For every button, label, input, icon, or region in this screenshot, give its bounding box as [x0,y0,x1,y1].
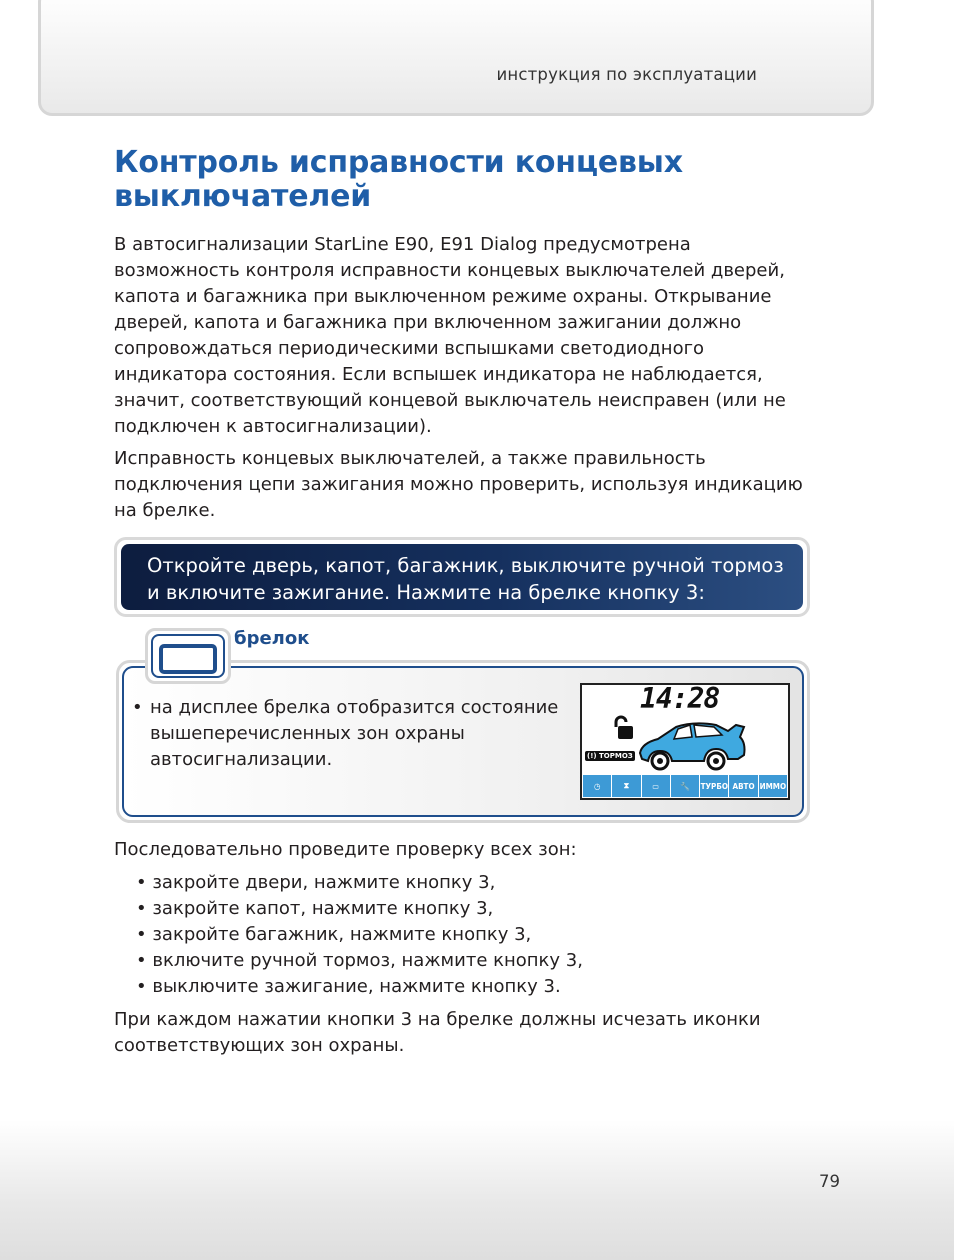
unlocked-padlock-icon [612,715,634,741]
fob-tab [145,628,231,684]
clock-icon: ◷ [583,775,611,797]
list-item: • закройте багажник, нажмите кнопку 3, [136,922,583,948]
fob-label: брелок [234,628,310,649]
page-title: Контроль исправности концевых выключателей [114,145,683,214]
display-clock: 14:28 [640,682,720,715]
hourglass-icon: ⧗ [612,775,640,797]
section-title: инструкция по эксплуатации [496,65,757,84]
header-frame [38,0,874,116]
list-item: • закройте двери, нажмите кнопку 3, [136,870,583,896]
check-paragraph: Исправность концевых выключателей, а также правильность подключения цепи зажигания можно проверить, используя индикацию на брелке. [114,448,803,521]
instruction-box [114,537,810,617]
steps-intro: Последовательно проведите проверку всех зон: [114,839,577,860]
turbo-icon: ТУРБО [700,775,728,797]
list-item: • включите ручной тормоз, нажмите кнопку 3, [136,948,583,974]
closing-paragraph: При каждом нажатии кнопки 3 на брелке должны исчезать иконки соответствующих зон охраны. [114,1009,761,1056]
fob-bullet [132,695,562,773]
page-number: 79 [819,1172,840,1191]
steps-list [136,870,583,1000]
fob-bullet-text: на дисплее брелка отобразится состояние вышеперечисленных зон охраны автосигнализации. [150,697,559,770]
list-item: • выключите зажигание, нажмите кнопку 3. [136,974,583,1000]
battery-icon: ▭ [642,775,670,797]
intro-paragraph: В автосигнализации StarLine E90, E91 Dialog предусмотрена возможность контроля исправности концевых выключателей дверей, капота и багажника при выключенном режиме охраны. Открывание дверей, капота и багажника при включенном зажигании должно сопровождаться периодическими вспышками светодиодного индикатора состояния. Если вспышек индикатора не наблюдается, значит, соответствующий концевой выключатель неисправен (или не подключен к автосигнализации). [114,234,786,437]
list-item: • закройте капот, нажмите кнопку 3, [136,896,583,922]
bullet-dot: • [132,697,143,718]
brake-indicator: (!) ТОРМОЗ [587,752,633,760]
footer-band [0,1120,954,1260]
instruction-text [121,544,803,610]
fob-display [580,683,790,800]
key-fob-icon [159,644,217,674]
auto-icon: АВТО [729,775,757,797]
wrench-icon: 🔧 [671,775,699,797]
instruction-line-1: Откройте дверь, капот, багажник, выключите ручной тормоз [147,554,784,577]
instruction-line-2: и включите зажигание. Нажмите на брелке кнопку 3: [147,581,705,604]
car-icon [636,715,748,775]
display-icon-row [583,775,787,797]
immo-icon: ИММО [759,775,787,797]
